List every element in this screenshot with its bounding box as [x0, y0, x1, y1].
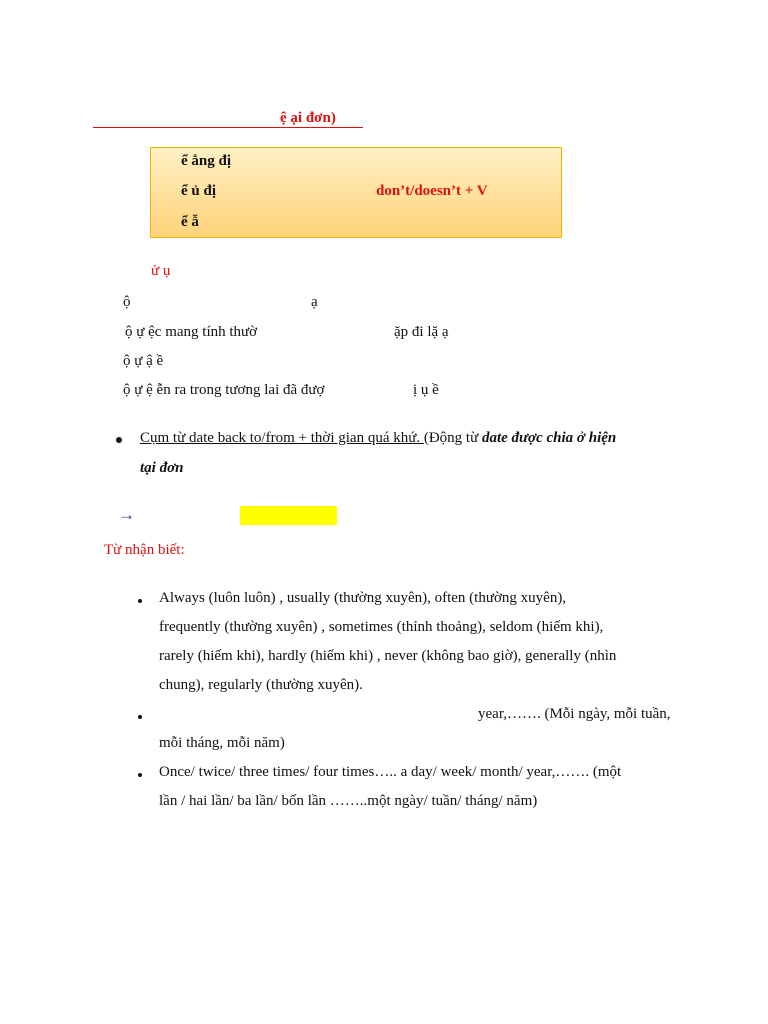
date-back-emphasis-cont: tại đơn — [140, 460, 184, 476]
formula-box — [150, 147, 562, 238]
title-underline — [93, 127, 363, 128]
bullet-icon — [138, 715, 142, 719]
date-back-note: (Động từ — [423, 430, 482, 446]
usage-line-4-text: ị ụ ề — [413, 382, 439, 398]
sign-item-line: Always (luôn luôn) , usually (thường xuyên), often (thường xuyên), — [159, 590, 567, 606]
yellow-highlight — [240, 506, 337, 525]
page-title: ệ ại đơn) — [280, 110, 336, 126]
date-back-phrase: Cụm từ date back to/from + thời gian quá khứ. — [140, 430, 424, 446]
usage-line-1-text: ạ — [311, 294, 318, 310]
formula-question-label: ể ẫ — [181, 214, 199, 230]
formula-negative-label: ể ủ đị — [181, 183, 217, 199]
bullet-icon — [138, 773, 142, 777]
sign-item-line: mỗi tháng, mỗi năm) — [159, 735, 285, 751]
usage-line-1-lead: ộ — [123, 294, 131, 310]
signs-title: Từ nhận biết: — [104, 542, 185, 558]
formula-negative-structure: don’t/doesn’t + V — [376, 183, 488, 199]
sign-item-every — [159, 700, 729, 758]
bullet-icon — [116, 437, 122, 443]
usage-line-2-text: ặp đi lặ ạ — [394, 324, 449, 340]
sign-item-line: year,……. (Mỗi ngày, mỗi tuần, — [478, 706, 671, 722]
formula-affirmative-label: ể ẳng đị — [181, 153, 232, 169]
sign-item-line: Once/ twice/ three times/ four times….. a day/ week/ month/ year,……. (một — [159, 764, 622, 780]
arrow-right-icon: → — [118, 505, 135, 524]
usage-title: ử ụ — [151, 263, 171, 279]
usage-line-4-lead: ộ ự ệ ễn ra trong tương lai đã đượ — [123, 382, 325, 398]
sign-item-adverbs — [159, 584, 729, 700]
bullet-icon — [138, 599, 142, 603]
sign-item-line: frequently (thường xuyên) , sometimes (thỉnh thoảng), seldom (hiếm khi), — [159, 619, 604, 635]
sign-item-line: chung), regularly (thường xuyên). — [159, 677, 363, 693]
sign-item-frequency — [159, 758, 729, 816]
date-back-emphasis: date được chia ở hiện — [481, 430, 617, 446]
date-back-bullet — [140, 430, 616, 447]
sign-item-line: rarely (hiếm khi), hardly (hiếm khi) , never (không bao giờ), generally (nhìn — [159, 648, 617, 664]
sign-item-line: lần / hai lần/ ba lần/ bốn lần ……..một ngày/ tuần/ tháng/ năm) — [159, 793, 538, 809]
usage-line-2-lead: ộ ự ệc mang tính thườ — [125, 324, 258, 340]
usage-line-3-lead: ộ ự ậ ề — [123, 353, 164, 369]
